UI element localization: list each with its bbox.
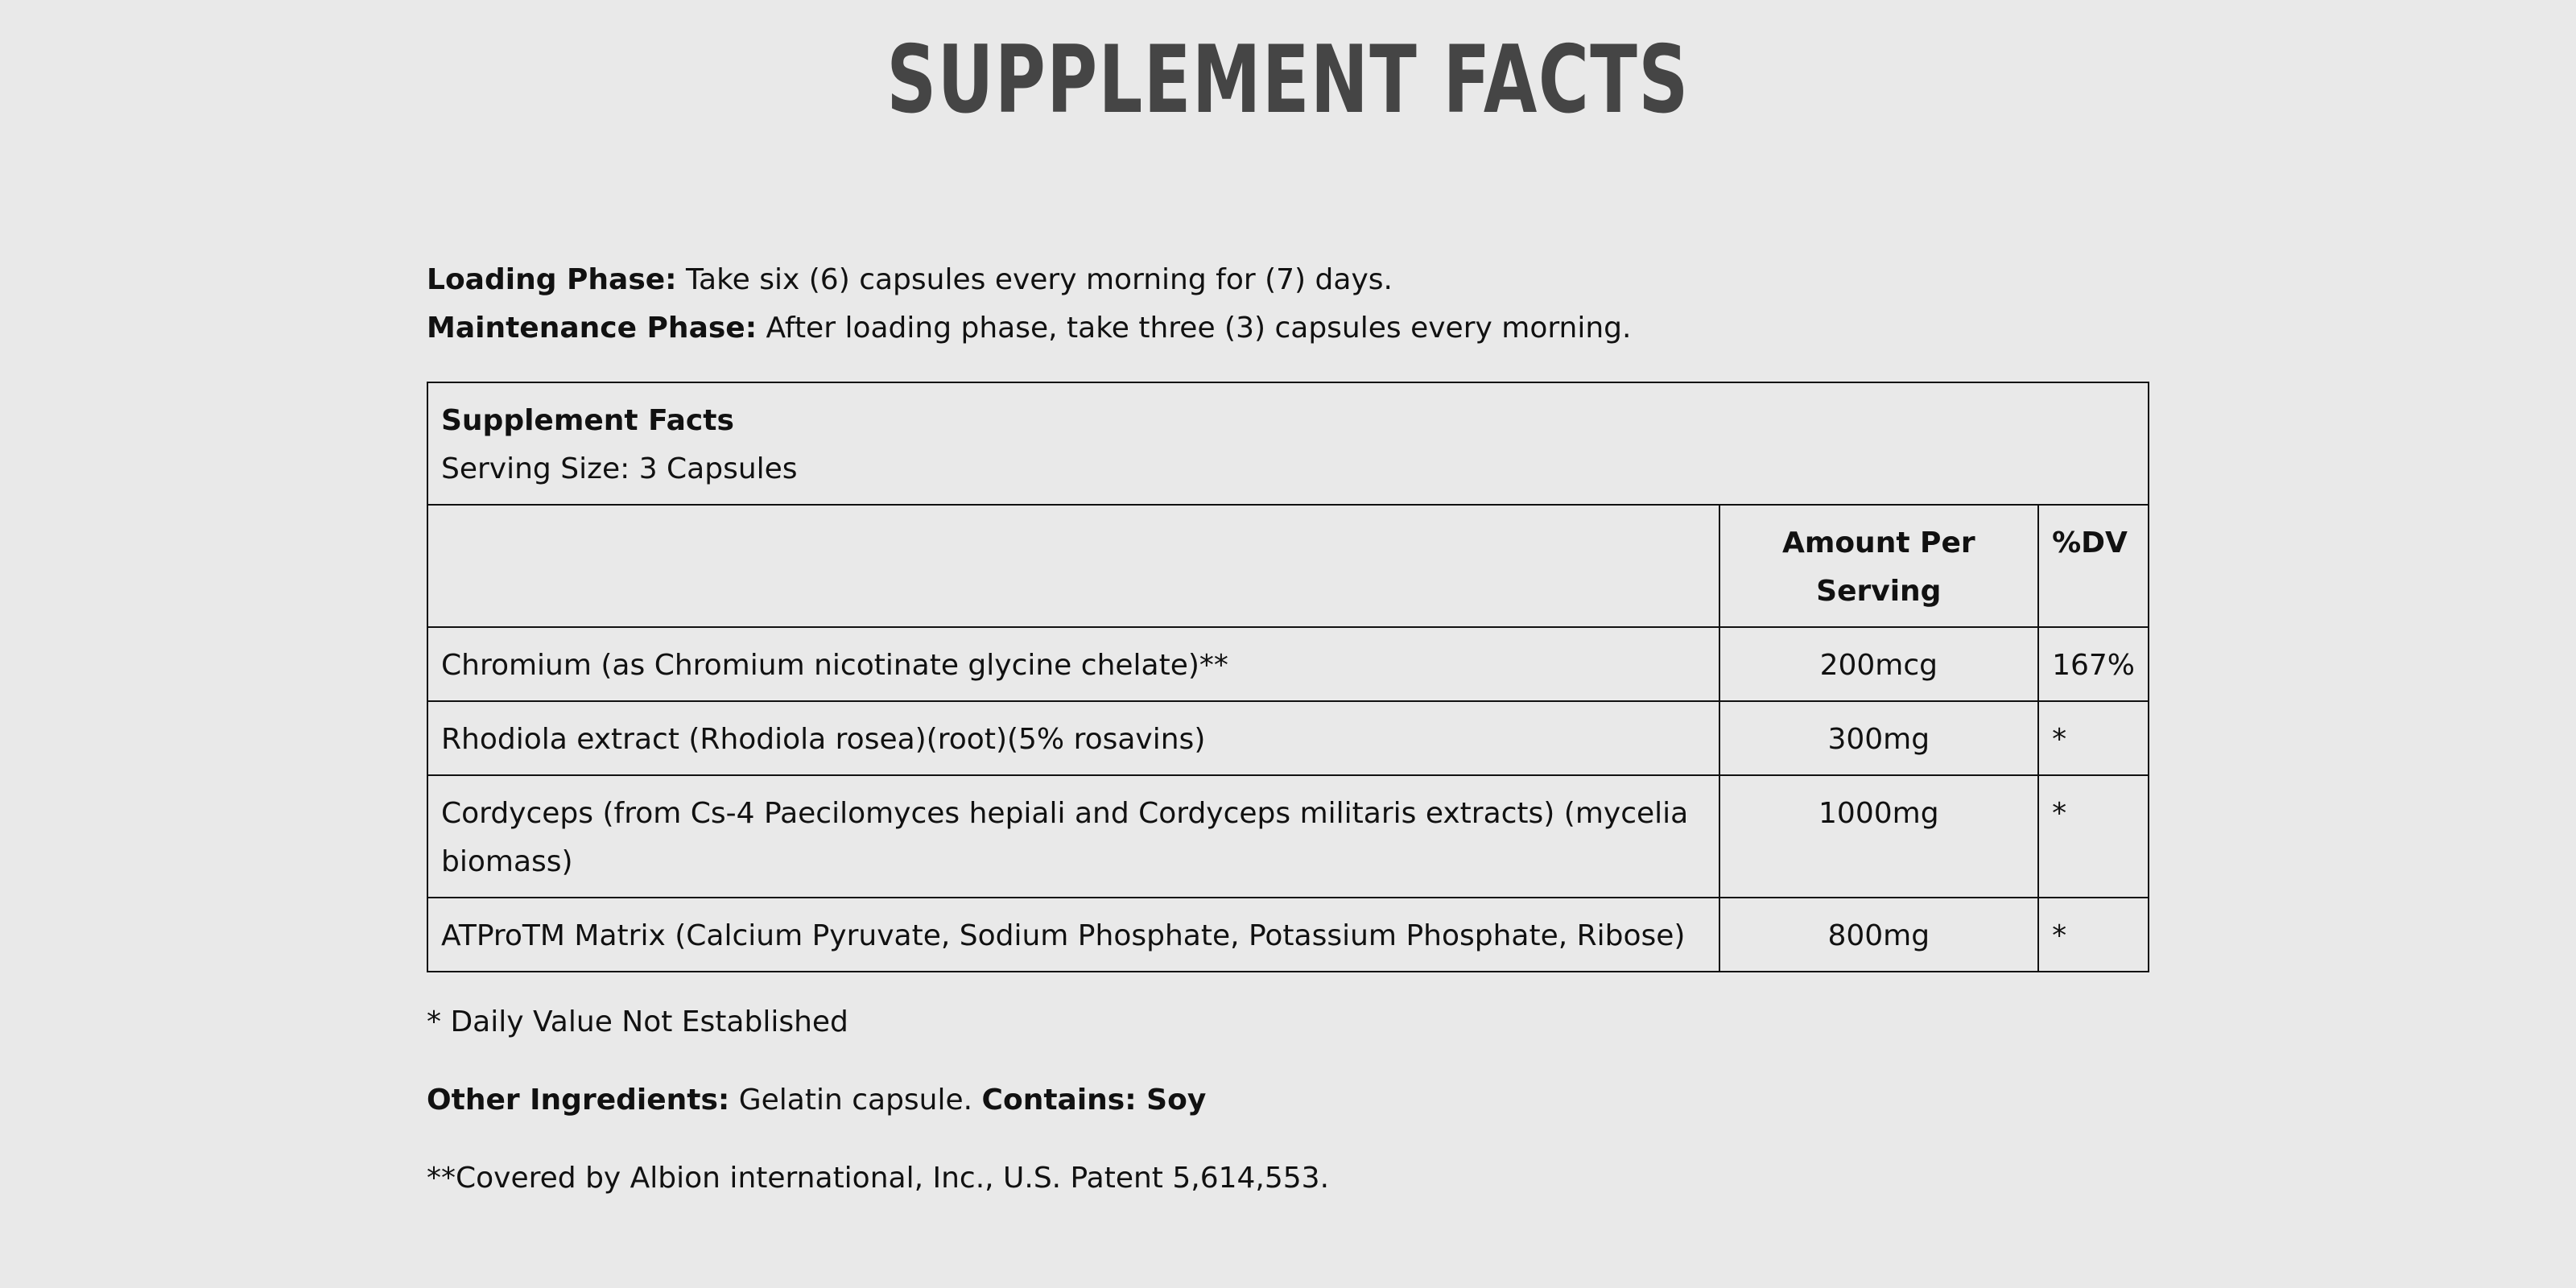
other-ingredients-text: Gelatin capsule. — [729, 1084, 982, 1117]
content-area — [427, 256, 2149, 1203]
ingredient-amount: 300mg — [1719, 701, 2039, 775]
column-header-ingredient — [427, 505, 1719, 627]
table-row — [427, 701, 2149, 775]
ingredient-amount: 800mg — [1719, 898, 2039, 972]
supplement-facts-table — [427, 382, 2149, 972]
ingredient-name: Cordyceps (from Cs-4 Paecilomyces hepiali and Cordyceps militaris extracts) (mycelia biomass) — [427, 775, 1719, 898]
ingredient-dv: * — [2038, 701, 2149, 775]
contains-label: Contains: Soy — [981, 1084, 1207, 1117]
column-header-row — [427, 505, 2149, 627]
serving-size: Serving Size: 3 Capsules — [441, 452, 798, 485]
ingredient-name: Chromium (as Chromium nicotinate glycine chelate)** — [427, 627, 1719, 701]
loading-phase-text: Take six (6) capsules every morning for (7) days. — [676, 263, 1393, 296]
ingredient-amount: 1000mg — [1719, 775, 2039, 898]
footnotes — [427, 998, 2149, 1203]
column-header-amount: Amount Per Serving — [1719, 505, 2039, 627]
directions — [427, 256, 2149, 353]
maintenance-phase-text: After loading phase, take three (3) capsules every morning. — [757, 312, 1632, 345]
page-title: SUPPLEMENT FACTS — [886, 26, 1690, 134]
loading-phase-line — [427, 256, 2149, 304]
ingredient-name: ATProTM Matrix (Calcium Pyruvate, Sodium Phosphate, Potassium Phosphate, Ribose) — [427, 898, 1719, 972]
ingredient-dv: * — [2038, 898, 2149, 972]
table-heading: Supplement Facts — [441, 404, 734, 437]
daily-value-note: * Daily Value Not Established — [427, 1005, 848, 1038]
maintenance-phase-line — [427, 304, 2149, 353]
ingredient-dv: * — [2038, 775, 2149, 898]
other-ingredients-label: Other Ingredients: — [427, 1084, 730, 1117]
column-header-dv: %DV — [2038, 505, 2149, 627]
loading-phase-label: Loading Phase: — [427, 263, 677, 296]
maintenance-phase-label: Maintenance Phase: — [427, 312, 758, 345]
patent-note: **Covered by Albion international, Inc., U.S. Patent 5,614,553. — [427, 1162, 1330, 1195]
table-header-block — [427, 382, 2149, 505]
table-header-cell — [427, 382, 2149, 505]
other-ingredients-line — [427, 1076, 2149, 1125]
table-row — [427, 775, 2149, 898]
ingredient-amount: 200mcg — [1719, 627, 2039, 701]
table-row — [427, 627, 2149, 701]
table-row — [427, 898, 2149, 972]
ingredient-dv: 167% — [2038, 627, 2149, 701]
ingredient-name: Rhodiola extract (Rhodiola rosea)(root)(5% rosavins) — [427, 701, 1719, 775]
